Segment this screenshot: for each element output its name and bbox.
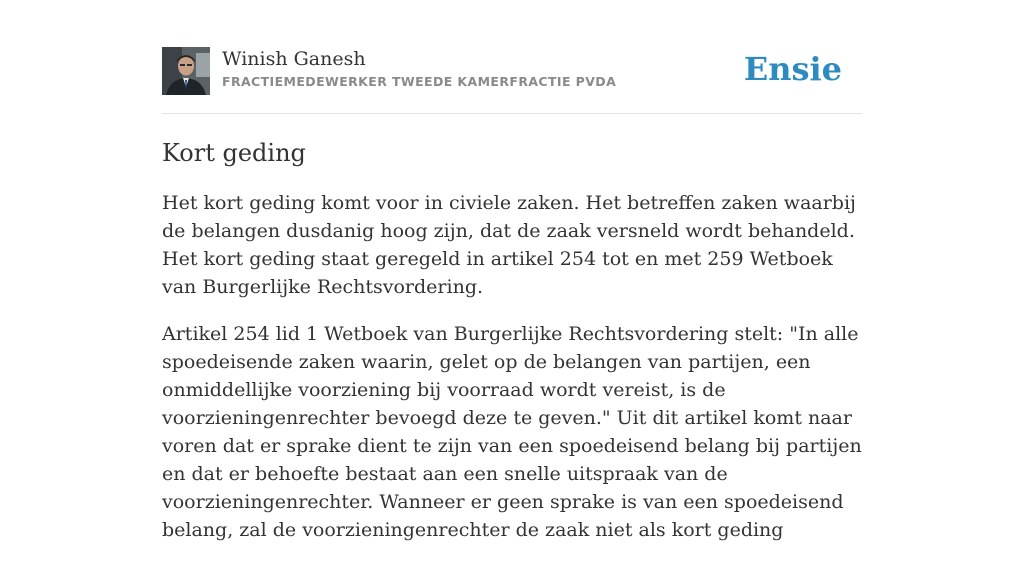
ensie-logo-link[interactable]: Ensie xyxy=(743,50,842,88)
article-header xyxy=(162,47,862,114)
person-avatar-icon xyxy=(162,47,210,95)
article-title: Kort geding xyxy=(162,139,306,167)
article-body xyxy=(162,189,862,563)
author-avatar[interactable] xyxy=(162,47,210,95)
author-role: FRACTIEMEDEWERKER TWEEDE KAMERFRACTIE PVDA xyxy=(222,74,617,89)
article-paragraph: Het kort geding komt voor in civiele zaken. Het betreffen zaken waarbij de belangen dusdanig hoog zijn, dat de zaak versneld wordt behandeld. Het kort geding staat geregeld in artikel 254 tot en met 259 Wetboek van Burgerlijke Rechtsvordering. xyxy=(162,192,856,298)
article-page xyxy=(162,0,862,541)
author-name[interactable]: Winish Ganesh xyxy=(222,48,366,70)
article-paragraph: Artikel 254 lid 1 Wetboek van Burgerlijke Rechtsvordering stelt: "In alle spoedeisende zaken waarin, gelet op de belangen van partijen, een onmiddellijke voorziening bij voorraad wordt vereist, is de voorzieningenrechter bevoegd deze te geven." Uit dit artikel komt naar voren dat er sprake dient te zijn van een spoedeisend belang bij partijen en dat er behoefte bestaat aan een snelle uitspraak van de voorzieningenrechter. Wanneer er geen sprake is van een spoedeisend belang, zal de voorzieningenrechter de zaak niet als kort geding xyxy=(162,323,862,541)
